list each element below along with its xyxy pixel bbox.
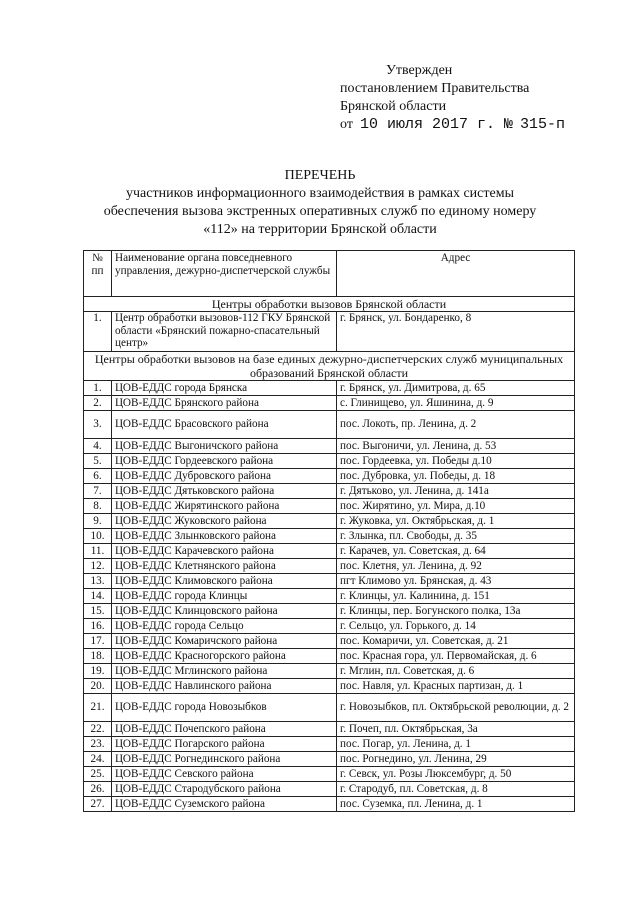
row-address: пос. Выгоничи, ул. Ленина, д. 53 bbox=[337, 439, 575, 454]
row-address: пос. Дубровка, ул. Победы, д. 18 bbox=[337, 469, 575, 484]
row-address: г. Стародуб, пл. Советская, д. 8 bbox=[337, 782, 575, 797]
row-name: ЦОВ-ЕДДС Клинцовского района bbox=[112, 604, 337, 619]
row-name: ЦОВ-ЕДДС Брянского района bbox=[112, 396, 337, 411]
row-name: ЦОВ-ЕДДС Выгоничского района bbox=[112, 439, 337, 454]
row-address: г. Злынка, пл. Свободы, д. 35 bbox=[337, 529, 575, 544]
approval-date bbox=[340, 116, 565, 134]
date-prefix: от bbox=[340, 117, 353, 132]
row-address: г. Брянск, ул. Димитрова, д. 65 bbox=[337, 381, 575, 396]
row-name: Центр обработки вызовов-112 ГКУ Брянской области «Брянский пожарно-спасательный центр» bbox=[112, 312, 337, 352]
table-row bbox=[84, 767, 575, 782]
row-name: ЦОВ-ЕДДС города Новозыбков bbox=[112, 694, 337, 722]
row-num: 3. bbox=[84, 411, 112, 439]
row-num: 17. bbox=[84, 634, 112, 649]
row-name: ЦОВ-ЕДДС Гордеевского района bbox=[112, 454, 337, 469]
table-row bbox=[84, 664, 575, 679]
row-name: ЦОВ-ЕДДС Дятьковского района bbox=[112, 484, 337, 499]
table-row bbox=[84, 529, 575, 544]
approval-block bbox=[340, 62, 565, 134]
row-address: г. Карачев, ул. Советская, д. 64 bbox=[337, 544, 575, 559]
row-address: пос. Клетня, ул. Ленина, д. 92 bbox=[337, 559, 575, 574]
row-address: г. Мглин, пл. Советская, д. 6 bbox=[337, 664, 575, 679]
row-name: ЦОВ-ЕДДС Злынковского района bbox=[112, 529, 337, 544]
section-title: Центры обработки вызовов Брянской области bbox=[84, 297, 575, 312]
row-num: 5. bbox=[84, 454, 112, 469]
title-line: обеспечения вызова экстренных оперативных служб по единому номеру bbox=[103, 204, 537, 219]
table-row bbox=[84, 694, 575, 722]
row-name: ЦОВ-ЕДДС Климовского района bbox=[112, 574, 337, 589]
table-row bbox=[84, 439, 575, 454]
row-name: ЦОВ-ЕДДС Клетнянского района bbox=[112, 559, 337, 574]
row-num: 6. bbox=[84, 469, 112, 484]
row-address: пос. Навля, ул. Красных партизан, д. 1 bbox=[337, 679, 575, 694]
row-num: 18. bbox=[84, 649, 112, 664]
table-row bbox=[84, 782, 575, 797]
row-address: пос. Гордеевка, ул. Победы д.10 bbox=[337, 454, 575, 469]
row-num: 14. bbox=[84, 589, 112, 604]
row-address: пос. Красная гора, ул. Первомайская, д. 6 bbox=[337, 649, 575, 664]
approval-title: Утвержден bbox=[386, 63, 453, 78]
row-address: г. Дятьково, ул. Ленина, д. 141а bbox=[337, 484, 575, 499]
row-name: ЦОВ-ЕДДС Мглинского района bbox=[112, 664, 337, 679]
row-address: пос. Суземка, пл. Ленина, д. 1 bbox=[337, 797, 575, 812]
document-title bbox=[0, 167, 640, 239]
table-row bbox=[84, 514, 575, 529]
table-row bbox=[84, 797, 575, 812]
row-num: 7. bbox=[84, 484, 112, 499]
table-row bbox=[84, 604, 575, 619]
document-number: 315-п bbox=[519, 116, 565, 133]
row-num: 8. bbox=[84, 499, 112, 514]
title-line: «112» на территории Брянской области bbox=[203, 222, 437, 237]
row-address: г. Жуковка, ул. Октябрьская, д. 1 bbox=[337, 514, 575, 529]
row-num: 21. bbox=[84, 694, 112, 722]
row-address: пгт Климово ул. Брянская, д. 43 bbox=[337, 574, 575, 589]
row-name: ЦОВ-ЕДДС Жирятинского района bbox=[112, 499, 337, 514]
row-name: ЦОВ-ЕДДС города Сельцо bbox=[112, 619, 337, 634]
row-num: 22. bbox=[84, 722, 112, 737]
section-row bbox=[84, 297, 575, 312]
date-value: 10 июля 2017 г. № bbox=[359, 116, 513, 133]
row-address: пос. Комаричи, ул. Советская, д. 21 bbox=[337, 634, 575, 649]
row-address: пос. Рогнедино, ул. Ленина, 29 bbox=[337, 752, 575, 767]
row-address: с. Глинищево, ул. Яшинина, д. 9 bbox=[337, 396, 575, 411]
row-num: 20. bbox=[84, 679, 112, 694]
row-num: 4. bbox=[84, 439, 112, 454]
row-num: 2. bbox=[84, 396, 112, 411]
row-address: г. Новозыбков, пл. Октябрьской революции, д. 2 bbox=[337, 694, 575, 722]
title-line: участников информационного взаимодействия в рамках системы bbox=[126, 186, 514, 201]
approval-line: постановлением Правительства bbox=[340, 81, 530, 96]
row-num: 15. bbox=[84, 604, 112, 619]
table-row bbox=[84, 752, 575, 767]
table-row bbox=[84, 619, 575, 634]
row-name: ЦОВ-ЕДДС Навлинского района bbox=[112, 679, 337, 694]
participants-table bbox=[83, 250, 575, 812]
row-name: ЦОВ-ЕДДС Погарского района bbox=[112, 737, 337, 752]
row-name: ЦОВ-ЕДДС Стародубского района bbox=[112, 782, 337, 797]
row-address: пос. Жирятино, ул. Мира, д.10 bbox=[337, 499, 575, 514]
row-name: ЦОВ-ЕДДС Красногорского района bbox=[112, 649, 337, 664]
row-num: 12. bbox=[84, 559, 112, 574]
table-row bbox=[84, 484, 575, 499]
row-num: 13. bbox=[84, 574, 112, 589]
table-row bbox=[84, 574, 575, 589]
row-num: 19. bbox=[84, 664, 112, 679]
row-name: ЦОВ-ЕДДС города Клинцы bbox=[112, 589, 337, 604]
row-address: г. Почеп, пл. Октябрьская, 3а bbox=[337, 722, 575, 737]
row-num: 11. bbox=[84, 544, 112, 559]
table-row bbox=[84, 312, 575, 352]
table-row bbox=[84, 634, 575, 649]
row-name: ЦОВ-ЕДДС Брасовского района bbox=[112, 411, 337, 439]
header-address: Адрес bbox=[337, 251, 575, 297]
row-address: пос. Локоть, пр. Ленина, д. 2 bbox=[337, 411, 575, 439]
row-name: ЦОВ-ЕДДС Рогнединского района bbox=[112, 752, 337, 767]
row-name: ЦОВ-ЕДДС Севского района bbox=[112, 767, 337, 782]
table-row bbox=[84, 499, 575, 514]
row-num: 16. bbox=[84, 619, 112, 634]
table-row bbox=[84, 454, 575, 469]
row-num: 25. bbox=[84, 767, 112, 782]
table-row bbox=[84, 649, 575, 664]
row-name: ЦОВ-ЕДДС Суземского района bbox=[112, 797, 337, 812]
table-row bbox=[84, 679, 575, 694]
row-name: ЦОВ-ЕДДС Жуковского района bbox=[112, 514, 337, 529]
row-address: г. Клинцы, ул. Калинина, д. 151 bbox=[337, 589, 575, 604]
row-name: ЦОВ-ЕДДС Комаричского района bbox=[112, 634, 337, 649]
row-address: пос. Погар, ул. Ленина, д. 1 bbox=[337, 737, 575, 752]
row-num: 26. bbox=[84, 782, 112, 797]
row-address: г. Клинцы, пер. Богунского полка, 13а bbox=[337, 604, 575, 619]
table-row bbox=[84, 381, 575, 396]
row-num: 1. bbox=[84, 312, 112, 352]
table-row bbox=[84, 737, 575, 752]
table-row bbox=[84, 722, 575, 737]
table-header-row bbox=[84, 251, 575, 297]
header-num: № пп bbox=[84, 251, 112, 297]
row-name: ЦОВ-ЕДДС Дубровского района bbox=[112, 469, 337, 484]
table-row bbox=[84, 589, 575, 604]
table-row bbox=[84, 396, 575, 411]
row-name: ЦОВ-ЕДДС города Брянска bbox=[112, 381, 337, 396]
row-num: 24. bbox=[84, 752, 112, 767]
row-address: г. Сельцо, ул. Горького, д. 14 bbox=[337, 619, 575, 634]
title-heading: ПЕРЕЧЕНЬ bbox=[284, 168, 356, 183]
row-num: 9. bbox=[84, 514, 112, 529]
table-row bbox=[84, 544, 575, 559]
row-num: 27. bbox=[84, 797, 112, 812]
row-name: ЦОВ-ЕДДС Карачевского района bbox=[112, 544, 337, 559]
row-name: ЦОВ-ЕДДС Почепского района bbox=[112, 722, 337, 737]
row-num: 1. bbox=[84, 381, 112, 396]
approval-line: Брянской области bbox=[340, 99, 447, 114]
row-address: г. Севск, ул. Розы Люксембург, д. 50 bbox=[337, 767, 575, 782]
section-row bbox=[84, 352, 575, 381]
row-num: 10. bbox=[84, 529, 112, 544]
section-title: Центры обработки вызовов на базе единых дежурно-диспетчерских служб муниципальных образований Брянской области bbox=[84, 352, 575, 381]
header-name: Наименование органа повседневного управления, дежурно-диспетчерской службы bbox=[112, 251, 337, 297]
row-address: г. Брянск, ул. Бондаренко, 8 bbox=[337, 312, 575, 352]
row-num: 23. bbox=[84, 737, 112, 752]
table-row bbox=[84, 469, 575, 484]
table-row bbox=[84, 559, 575, 574]
table-row bbox=[84, 411, 575, 439]
